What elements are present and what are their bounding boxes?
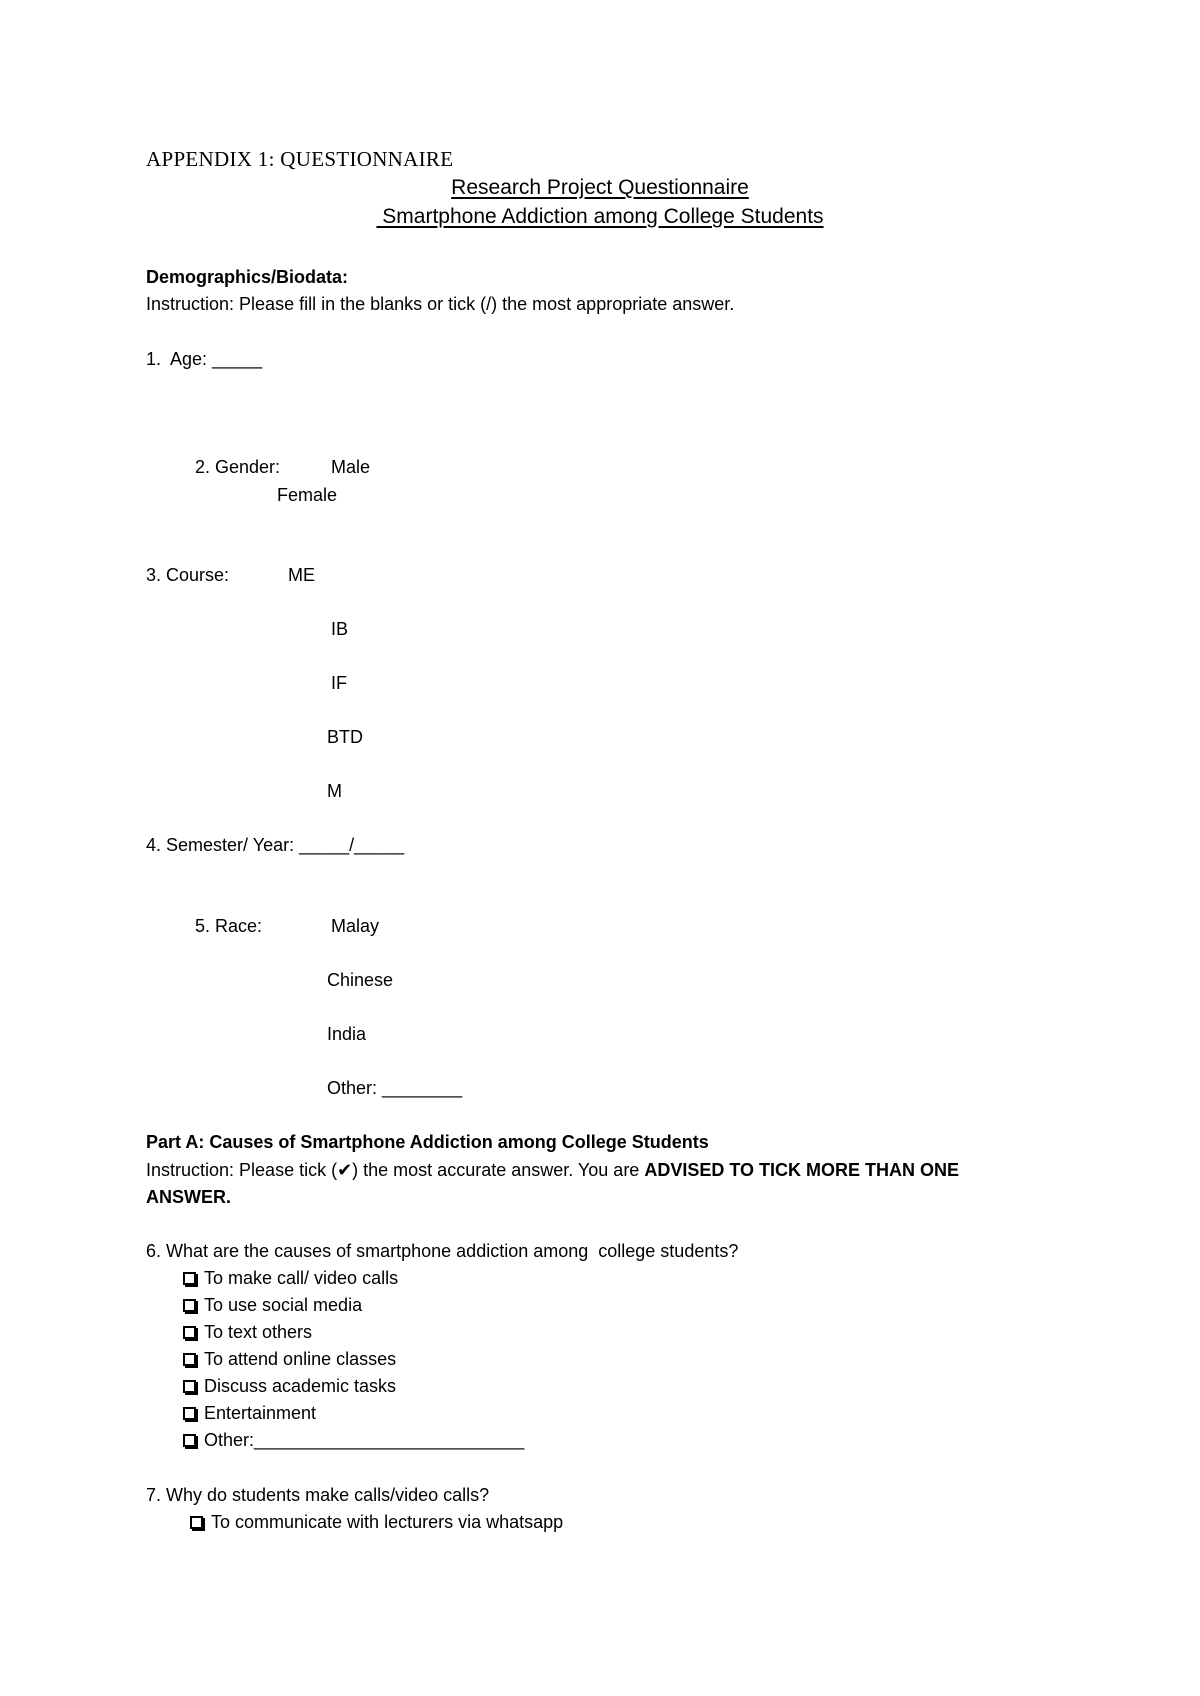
part-a-instruction-advice: ADVISED TO TICK MORE THAN ONE bbox=[644, 1160, 960, 1180]
demographics-instruction: Instruction: Please fill in the blanks or tick (/) the most appropriate answer. bbox=[146, 294, 735, 314]
q6-option[interactable] bbox=[183, 1431, 524, 1449]
checkbox-icon[interactable] bbox=[183, 1407, 196, 1420]
gender-option-male: Male bbox=[331, 457, 371, 477]
question-course-label: 3. Course: bbox=[146, 565, 230, 585]
q6-option[interactable] bbox=[183, 1350, 396, 1368]
q6-option-label: Other:___________________________ bbox=[204, 1430, 525, 1450]
q6-option[interactable] bbox=[183, 1404, 316, 1422]
demographics-heading: Demographics/Biodata: bbox=[146, 267, 349, 287]
part-a-instruction-text: Instruction: Please tick (✔) the most accurate answer. You are bbox=[146, 1160, 645, 1180]
part-a-instruction-advice-end: ANSWER. bbox=[146, 1187, 231, 1207]
question-gender-label: 2. Gender: bbox=[195, 457, 281, 477]
race-option-chinese: Chinese bbox=[327, 970, 394, 990]
checkbox-icon[interactable] bbox=[183, 1272, 196, 1285]
question-age: 1. Age: _____ bbox=[146, 349, 263, 369]
race-option-malay: Malay bbox=[331, 916, 380, 936]
q6-option[interactable] bbox=[183, 1269, 398, 1287]
race-option-india: India bbox=[327, 1024, 367, 1044]
checkbox-icon[interactable] bbox=[190, 1516, 203, 1529]
course-option-if: IF bbox=[331, 673, 347, 693]
part-a-instruction bbox=[146, 1161, 959, 1179]
checkbox-icon[interactable] bbox=[183, 1380, 196, 1393]
question-6: 6. What are the causes of smartphone addiction among college students? bbox=[146, 1241, 739, 1261]
q6-option[interactable] bbox=[183, 1323, 312, 1341]
checkbox-icon[interactable] bbox=[183, 1299, 196, 1312]
question-7: 7. Why do students make calls/video calls? bbox=[146, 1485, 490, 1505]
q6-option-label: Discuss academic tasks bbox=[204, 1376, 397, 1396]
q6-option[interactable] bbox=[183, 1296, 362, 1314]
gender-option-female: Female bbox=[277, 485, 338, 505]
q6-option-label: To make call/ video calls bbox=[204, 1268, 399, 1288]
question-semester-year: 4. Semester/ Year: _____/_____ bbox=[146, 835, 405, 855]
course-option-btd: BTD bbox=[327, 727, 363, 747]
course-option-m: M bbox=[327, 781, 342, 801]
q6-option-label: Entertainment bbox=[204, 1403, 317, 1423]
q6-option-label: To text others bbox=[204, 1322, 313, 1342]
checkbox-icon[interactable] bbox=[183, 1353, 196, 1366]
question-race-label: 5. Race: bbox=[195, 916, 263, 936]
part-a-heading: Part A: Causes of Smartphone Addiction among College Students bbox=[146, 1132, 709, 1152]
checkbox-icon[interactable] bbox=[183, 1326, 196, 1339]
q6-option-label: To use social media bbox=[204, 1295, 363, 1315]
questionnaire-title: Research Project Questionnaire bbox=[451, 176, 749, 199]
race-option-other: Other: ________ bbox=[327, 1078, 463, 1098]
q7-option-label: To communicate with lecturers via whatsapp bbox=[211, 1512, 564, 1532]
q6-option[interactable] bbox=[183, 1377, 396, 1395]
q6-option-label: To attend online classes bbox=[204, 1349, 397, 1369]
q7-option[interactable] bbox=[190, 1513, 563, 1531]
checkbox-icon[interactable] bbox=[183, 1434, 196, 1447]
course-option-me: ME bbox=[288, 565, 315, 585]
course-option-ib: IB bbox=[331, 619, 349, 639]
appendix-title: APPENDIX 1: QUESTIONNAIRE bbox=[146, 147, 454, 171]
questionnaire-subtitle: Smartphone Addiction among College Students bbox=[376, 205, 824, 228]
